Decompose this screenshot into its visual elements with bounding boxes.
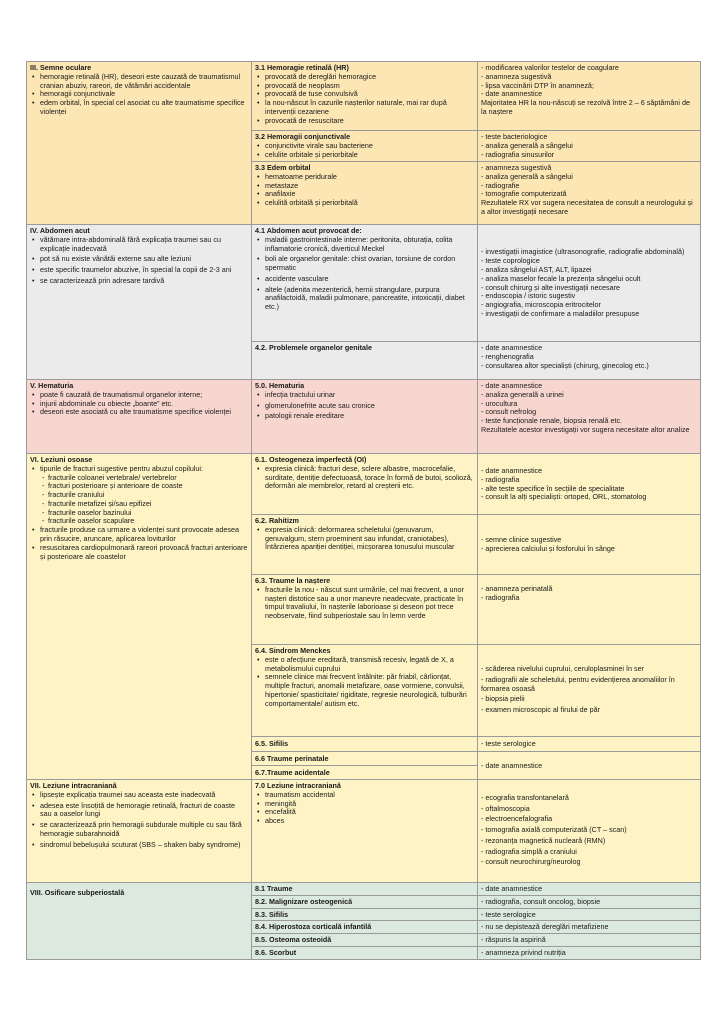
subsection-cell — [252, 380, 478, 454]
list-item: • vătămare intra-abdominală fără explicația traumei sau cu explicație inadecvată — [40, 236, 248, 254]
list-item: - investigații de confirmare a maladiilor presupuse — [481, 308, 640, 318]
list-item: • este specific traumelor abuzive, în special la copii de 2-3 ani — [40, 266, 248, 275]
list-item: - consult la alți specialiști: ortoped, ORL, stomatolog — [481, 492, 647, 502]
list-item: - aprecierea calciului și fosforului în sânge — [481, 544, 615, 553]
list-item: - oftalmoscopia — [481, 803, 530, 813]
investigations-cell: - radiografia, consult oncolog, biopsie — [478, 895, 701, 908]
list-item: • injurii abdominale cu obiecte „boante” etc. — [40, 400, 248, 409]
subsection-title: 8.5. Osteoma osteoidă — [255, 935, 332, 945]
row-3-1 — [27, 62, 701, 131]
subsection-cell — [252, 342, 478, 380]
list-item: - consult chirurg și alte investigații necesare — [481, 282, 621, 292]
investigations-cell — [478, 645, 701, 737]
investigations-cell: - răspuns la aspirină — [478, 934, 701, 947]
subsection-title: 4.2. Problemele organelor genitale — [255, 343, 373, 352]
subsection-title: 8.2. Malignizare osteogenică — [255, 896, 353, 906]
subsection-cell — [252, 737, 478, 752]
subsection-title: 3.2 Hemoragii conjunctivale — [255, 132, 351, 141]
section-4-cell — [27, 225, 252, 380]
list-item: • hematoame peridurale — [265, 173, 474, 182]
row-6-1 — [27, 454, 701, 515]
list-item: • patologii renale ereditare — [265, 412, 474, 421]
subsection-title: 8.4. Hiperostoza corticală infantilă — [255, 922, 372, 932]
list-item: - consult nefrolog — [481, 407, 537, 417]
list-item: • encefalită — [265, 808, 474, 817]
subsection-cell — [252, 908, 478, 921]
list-item: - radiografii ale scheletului, pentru evidențierea anomaliilor în formarea osoasă — [481, 674, 675, 693]
investigations-cell — [478, 62, 701, 131]
investigations-cell — [478, 342, 701, 380]
subsection-title: 6.1. Osteogeneza imperfectă (OI) — [255, 455, 367, 464]
list-item: • abces — [265, 817, 474, 826]
list-item: - ecografia transfontanelară — [481, 792, 569, 802]
subsection-title: 6.4. Sindrom Menckes — [255, 646, 331, 655]
list-item: • la nou-născut în cazurile nașterilor naturale, mai rar după intervenții cezariene — [265, 99, 474, 117]
subsection-cell — [252, 645, 478, 737]
subsection-cell — [252, 454, 478, 515]
row-7-0 — [27, 780, 701, 883]
subsection-title: 3.1 Hemoragie retinală (HR) — [255, 63, 349, 72]
bullet-list — [30, 73, 248, 117]
list-item: • glomerulonefrite acute sau cronice — [265, 402, 474, 411]
list-item: - alte teste specifice în secțiile de specialitate — [481, 483, 625, 493]
subsection-cell — [252, 162, 478, 225]
list-item: - consultarea altor specialiști (chirurg, ginecolog etc.) — [481, 360, 649, 370]
list-item: • meningită — [265, 800, 474, 809]
list-item: - radiografia simplă a craniului — [481, 846, 577, 856]
section-title: V. Hematuria — [30, 381, 74, 390]
list-item: • anafilaxie — [265, 190, 474, 199]
list-item: • provocată de tuse convulsivă — [265, 90, 474, 99]
subsection-cell — [252, 895, 478, 908]
list-item: • lipsește explicația traumei sau aceasta este inadecvată — [40, 791, 248, 800]
list-item: • este o afecțiune ereditară, transmisă recesiv, legată de X, a metabolismului cuprului — [265, 656, 474, 674]
investigations-cell — [478, 575, 701, 645]
list-item: - fracturile craniului — [48, 491, 248, 500]
list-item: - fracturile oaselor scapulare — [48, 517, 248, 526]
list-item: • se caracterizează prin hemoragii subdurale multiple cu sau fără hemoragie subarahnoidă — [40, 821, 248, 839]
investigations-cell — [478, 515, 701, 575]
list-item: - date anamnestice — [481, 89, 543, 99]
list-item: - radiografia — [481, 592, 520, 602]
list-item: • pot să nu existe vânătăi externe sau alte leziuni — [40, 255, 248, 264]
list-item: • adesea este însoțită de hemoragie retinală, fracturi de coaste sau a oaselor lungi — [40, 802, 248, 820]
row-5-0 — [27, 380, 701, 454]
investigations-cell: - teste serologice — [478, 737, 701, 752]
list-item: - analiza generală a sângelui — [481, 171, 573, 181]
list-item: • accidente vasculare — [265, 275, 474, 284]
subsection-title: 8.3. Sifilis — [255, 909, 289, 919]
investigations-cell: - nu se depistează dereglări metafiziene — [478, 921, 701, 934]
row-4-1 — [27, 225, 701, 342]
list-item: - radiografia sinusurilor — [481, 149, 555, 159]
subsection-cell — [252, 752, 478, 766]
subsection-cell — [252, 883, 478, 896]
list-item: • celulite orbitale și periorbitale — [265, 151, 474, 160]
list-item: • metastaze — [265, 182, 474, 191]
list-item: - analiza generală a urinei — [481, 389, 564, 399]
subsection-cell — [252, 921, 478, 934]
investigations-cell — [478, 780, 701, 883]
list-item: • provocată de resuscitare — [265, 117, 474, 126]
investigations-cell: - date anamnestice — [478, 883, 701, 896]
list-item: - anamneza sugestivă — [481, 71, 552, 81]
list-item: - teste bacteriologice — [481, 132, 548, 141]
list-item: - radiografie — [481, 180, 520, 190]
list-item: - urocultura — [481, 398, 518, 408]
section-title: III. Semne oculare — [30, 63, 92, 72]
list-item: - modificarea valorilor testelor de coagulare — [481, 63, 619, 72]
investigations-cell — [478, 454, 701, 515]
investigations-cell — [478, 162, 701, 225]
list-item: Majoritatea HR la nou-născuți se rezolvă între 2 – 6 săptămâni de la naștere — [481, 98, 690, 116]
list-item: • traumatism accidental — [265, 791, 474, 800]
section-6-cell — [27, 454, 252, 780]
list-item: • deseori este asociată cu alte traumatisme specifice violenței — [40, 408, 248, 417]
subsection-title: 6.2. Rahitizm — [255, 516, 299, 525]
section-title: VII. Leziune intracraniană — [30, 781, 117, 790]
investigations-cell: - date anamnestice — [478, 752, 701, 780]
list-item: - anamneza perinatală — [481, 584, 553, 593]
list-item: - biopsia pielii — [481, 694, 525, 704]
list-item: • boli ale organelor genitale: chist ovarian, torsiune de cordon spermatic — [265, 255, 474, 273]
subsection-title: 8.1 Traume — [255, 884, 293, 893]
list-item: • edem orbital, în special cel asociat cu alte traumatisme specifice violenței — [40, 99, 248, 117]
list-item: • sindromul bebelușului scuturat (SBS – shaken baby syndrome) — [40, 841, 248, 850]
list-item: - fracturile metafizei și/sau epifizei — [48, 500, 248, 509]
section-3-cell — [27, 62, 252, 225]
list-item — [40, 465, 248, 526]
subsection-cell — [252, 780, 478, 883]
list-item: • altele (adenita mezenterică, hernii strangulare, purpura anafilactoidă, maladii pulmonare, pancreatite, intoxicații, diabet etc.) — [265, 286, 474, 312]
section-5-cell — [27, 380, 252, 454]
section-8-cell — [27, 883, 252, 960]
list-item: • expresia clinică: deformarea scheletului (genuvarum, genuvalgum, stern proeminent sau infundat, craniotabes), întârzierea apariției dentiției, micșorarea tonusului muscular — [265, 526, 474, 552]
investigations-cell — [478, 225, 701, 342]
list-item: - radiografia — [481, 474, 520, 484]
subsection-cell — [252, 934, 478, 947]
list-item-text: tipurile de fracturi sugestive pentru abuzul copilului: — [40, 463, 204, 473]
list-item: - electroencefalografia — [481, 814, 553, 824]
list-item: - fracturile oaselor bazinului — [48, 509, 248, 518]
investigations-cell — [478, 380, 701, 454]
list-item: - fracturi posterioare și anterioare de coaste — [48, 482, 248, 491]
list-item: - anamneza sugestivă — [481, 163, 552, 172]
investigations-cell: - anamneza privind nutriția — [478, 946, 701, 959]
list-item: • provocată de neoplasm — [265, 82, 474, 91]
list-item: - renghenografia — [481, 351, 534, 361]
list-item: • maladii gastrointestinale interne: peritonita, obturația, colita inflamatorie cronică, diverticul Meckel — [265, 236, 474, 254]
section-7-cell — [27, 780, 252, 883]
list-item: - consult neurochirurg/neurolog — [481, 857, 581, 867]
list-item: • se caracterizează prin adresare tardivă — [40, 277, 248, 286]
list-item: - semne clinice sugestive — [481, 535, 562, 545]
list-item: - analiza generală a sângelui — [481, 140, 573, 150]
list-item: - analiza maselor fecale la prezența sângelui ocult — [481, 273, 641, 283]
list-item: - examen microscopic al firului de păr — [481, 705, 601, 715]
subsection-title: 6.5. Sifilis — [255, 739, 289, 749]
subsection-cell — [252, 515, 478, 575]
list-item: • fracturile la nou - născut sunt urmările, cel mai frecvent, a unor nașteri distotice sau a unor manevre neadecvate, practicate în timpul travaliului, în nașterile laborioase și deseori pot trece neobservate, fiind subperiostale sau în lemn verde — [265, 586, 474, 621]
list-item: • expresia clinică: fracturi dese, sclere albastre, macrocefalie, surditate, dentiție defectuoasă, torace în formă de butoi, scolioză, deformări ale membrelor, retard al creșterii etc. — [265, 465, 474, 491]
list-item: - investigații imagistice (ultrasonografie, radiografie abdominală) — [481, 247, 685, 257]
subsection-title: 4.1 Abdomen acut provocat de: — [255, 226, 362, 235]
list-item: - endoscopia / istoric sugestiv — [481, 291, 576, 301]
subsection-cell — [252, 225, 478, 342]
sub-list — [40, 474, 248, 527]
subsection-title: 6.7.Traume acidentale — [255, 767, 330, 777]
subsection-title: 6.6 Traume perinatale — [255, 753, 329, 763]
subsection-title: 5.0. Hematuria — [255, 381, 305, 390]
list-item: • fracturile produse ca urmare a violenței sunt provocate adesea prin răsucire, aruncare, aplicarea loviturilor — [40, 526, 248, 544]
section-title: IV. Abdomen acut — [30, 226, 90, 235]
list-item: - tomografia axială computerizată (CT – scan) — [481, 825, 627, 835]
list-item: • infecția tractului urinar — [265, 391, 474, 400]
list-item: • hemoragii conjunctivale — [40, 90, 248, 99]
subsection-cell — [252, 766, 478, 780]
list-item: - tomografie computerizată — [481, 189, 567, 199]
list-item: • hemoragie retinală (HR), deseori este cauzată de traumatismul cranian abuziv, rareori, de vătămări accidentale — [40, 73, 248, 91]
list-item: - teste coprologice — [481, 256, 540, 266]
subsection-title: 6.3. Traume la naștere — [255, 576, 331, 585]
investigations-cell: - teste serologice — [478, 908, 701, 921]
list-item: Rezultatele RX vor sugera necesitatea de consult a neurologului și a altor investigații necesare — [481, 198, 693, 216]
row-8-1 — [27, 883, 701, 896]
list-item: - fracturile coloanei vertebrale/ vertebrelor — [48, 474, 248, 483]
section-title: VI. Leziuni osoase — [30, 455, 93, 464]
list-item: • provocată de dereglări hemoragice — [265, 73, 474, 82]
subsection-cell — [252, 946, 478, 959]
list-item: - lipsa vaccinării DTP în anamneză; — [481, 80, 594, 90]
list-item: - date anamnestice — [481, 465, 543, 475]
subsection-cell — [252, 131, 478, 162]
list-item: • resuscitarea cardiopulmonară rareori provoacă fracturi anterioare și posterioare ale coastelor — [40, 544, 248, 562]
list-item: • celulită orbitală și periorbitală — [265, 199, 474, 208]
list-item: • poate fi cauzată de traumatismul organelor interne; — [40, 391, 248, 400]
subsection-cell — [252, 575, 478, 645]
section-title: VIII. Osificare subperiostală — [30, 888, 125, 897]
subsection-title: 7.0 Leziune intracraniană — [255, 781, 341, 790]
subsection-title: 3.3 Edem orbital — [255, 163, 311, 172]
list-item: - date anamnestice — [481, 343, 543, 352]
list-item: - scăderea nivelului cuprului, ceruloplasminei în ser — [481, 664, 644, 674]
list-item: - rezonanța magnetică nucleară (RMN) — [481, 835, 606, 845]
list-item: • conjunctivite virale sau bacteriene — [265, 142, 474, 151]
list-item: • semnele clinice mai frecvent întâlnite: păr friabil, cârlionțat, multiple fracturi, anomalii metafizare, oase vormiene, convulsii, hipertonie/ spasticitate/ rigiditate, regresie neurologică, tulburări comportamentale/ autism etc. — [265, 673, 474, 708]
list-item: - angiografia, microscopia eritrocitelor — [481, 300, 601, 310]
list-item: - analiza sângelui AST, ALT, lipazei — [481, 264, 592, 274]
list-item: - teste funcționale renale, biopsia renală etc. — [481, 416, 623, 426]
list-item: Rezultatele acestor investigații vor sugera necesitate altor analize — [481, 424, 690, 434]
subsection-cell — [252, 62, 478, 131]
differential-diagnosis-table — [26, 61, 701, 960]
investigations-cell — [478, 131, 701, 162]
subsection-title: 8.6. Scorbut — [255, 947, 297, 957]
list-item: - date anamnestice — [481, 381, 543, 390]
